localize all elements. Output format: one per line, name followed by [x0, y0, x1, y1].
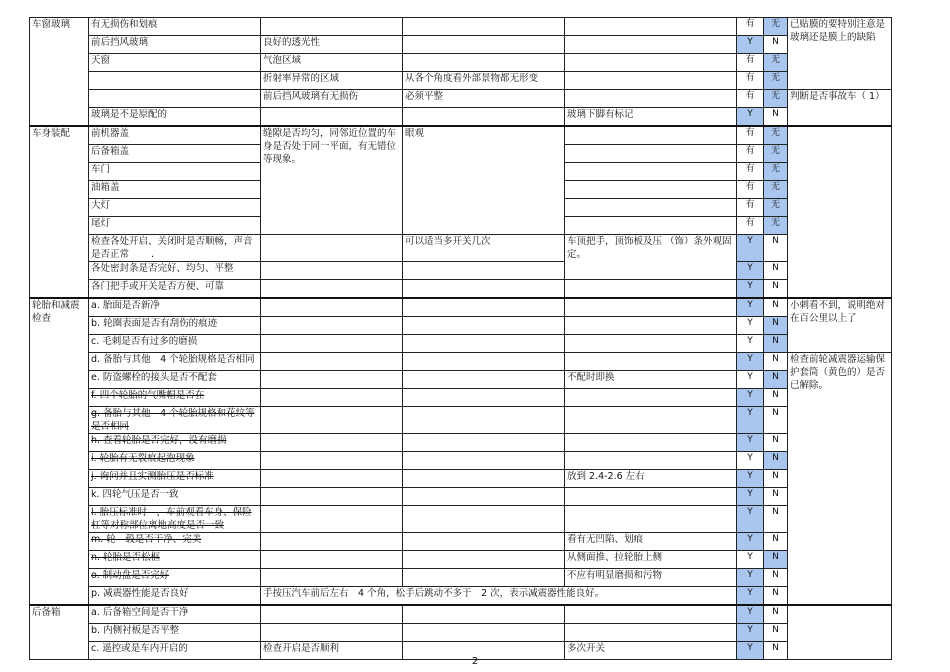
status-option-a: Y: [737, 317, 764, 335]
note-cell: [565, 624, 737, 642]
status-option-b: N: [764, 488, 788, 506]
status-option-b: 无: [764, 72, 788, 90]
status-option-b: N: [764, 353, 788, 371]
inspection-item-cell: f. 四个轮胎的气嘴帽是否在: [89, 389, 261, 407]
standard-cell: [261, 235, 403, 262]
status-option-b: N: [764, 605, 788, 624]
inspection-item-cell: n. 轮胎是否松框: [89, 551, 261, 569]
status-option-a: Y: [737, 605, 764, 624]
method-cell: [403, 280, 565, 299]
status-option-a: 有: [737, 199, 764, 217]
note-cell: [565, 217, 737, 235]
table-row: [30, 262, 892, 280]
status-option-a: Y: [737, 470, 764, 488]
standard-cell: [261, 605, 403, 624]
inspection-item-cell: 油箱盖: [89, 181, 261, 199]
status-option-a: Y: [737, 298, 764, 317]
table-row: [30, 551, 892, 569]
inspection-item-cell: 各门把手或开关是否方便、可靠: [89, 280, 261, 299]
method-cell: [403, 353, 565, 371]
status-option-b: N: [764, 569, 788, 587]
status-option-a: Y: [737, 235, 764, 262]
method-cell: [403, 624, 565, 642]
inspection-item-cell: 后备箱盖: [89, 145, 261, 163]
inspection-item-cell: 有无损伤和划痕: [89, 18, 261, 36]
inspection-item-cell: e. 防盗螺栓的接头是否不配套: [89, 371, 261, 389]
section-title-cell: 车身装配: [30, 126, 89, 298]
standard-cell: 检查开启是否顺利: [261, 642, 403, 660]
table-row: [30, 90, 892, 108]
table-row: [30, 605, 892, 624]
standard-cell: [261, 569, 403, 587]
remark-cell: 判断是否事故车（ 1）: [788, 90, 892, 127]
note-cell: 不配时即换: [565, 371, 737, 389]
standard-cell: [261, 280, 403, 299]
section-title-cell: 轮胎和减震检查: [30, 298, 89, 605]
note-cell: [565, 199, 737, 217]
status-option-b: N: [764, 587, 788, 606]
standard-cell: [261, 108, 403, 127]
status-option-a: Y: [737, 262, 764, 280]
status-option-b: N: [764, 108, 788, 127]
standard-cell: 手按压汽车前后左右 4 个角，松手后跳动不多于 2 次，表示减震器性能良好。: [261, 587, 737, 606]
status-option-a: Y: [737, 624, 764, 642]
method-cell: [403, 317, 565, 335]
note-cell: [565, 90, 737, 108]
status-option-a: 有: [737, 90, 764, 108]
status-option-b: N: [764, 470, 788, 488]
inspection-item-cell: i. 轮胎有无裂痕起泡现象: [89, 452, 261, 470]
status-option-a: 有: [737, 18, 764, 36]
method-cell: [403, 108, 565, 127]
note-cell: [565, 18, 737, 36]
status-option-b: N: [764, 371, 788, 389]
note-cell: 不应有明显磨损和污物: [565, 569, 737, 587]
note-cell: [565, 280, 737, 299]
status-option-a: Y: [737, 533, 764, 551]
inspection-table: [29, 17, 892, 660]
table-row: [30, 587, 892, 606]
standard-cell: [261, 317, 403, 335]
inspection-item-cell: b. 轮圈表面是否有刮伤的痕迹: [89, 317, 261, 335]
status-option-a: Y: [737, 280, 764, 299]
inspection-item-cell: a. 后备箱空间是否干净: [89, 605, 261, 624]
standard-cell: 缝隙是否均匀，同邻近位置的车身是否处于同一平面，有无错位等现象。: [261, 126, 403, 235]
method-cell: [403, 551, 565, 569]
note-cell: [565, 452, 737, 470]
method-cell: [403, 434, 565, 452]
note-cell: 放到 2.4-2.6 左右: [565, 470, 737, 488]
note-cell: [565, 434, 737, 452]
table-row: [30, 108, 892, 127]
inspection-item-cell: 玻璃是不是原配的: [89, 108, 261, 127]
section-title-cell: 后备箱: [30, 605, 89, 660]
standard-cell: 前后挡风玻璃有无损伤: [261, 90, 403, 108]
method-cell: [403, 262, 565, 280]
status-option-b: N: [764, 624, 788, 642]
inspection-item-cell: g. 备胎与其他 4 个轮胎规格和花纹等是否相同: [89, 407, 261, 434]
status-option-a: Y: [737, 452, 764, 470]
standard-cell: [261, 353, 403, 371]
status-option-b: N: [764, 452, 788, 470]
status-option-b: N: [764, 298, 788, 317]
note-cell: 玻璃下脚有标记: [565, 108, 737, 127]
status-option-b: N: [764, 407, 788, 434]
status-option-b: 无: [764, 199, 788, 217]
inspection-item-cell: 天窗: [89, 54, 261, 72]
note-cell: [565, 54, 737, 72]
status-option-b: 无: [764, 90, 788, 108]
status-option-b: N: [764, 36, 788, 54]
inspection-item-cell: m. 轮 毂是否干净、完美: [89, 533, 261, 551]
status-option-b: N: [764, 335, 788, 353]
status-option-b: N: [764, 235, 788, 262]
status-option-b: 无: [764, 126, 788, 145]
method-cell: [403, 506, 565, 533]
note-cell: [565, 163, 737, 181]
table-row: [30, 506, 892, 533]
status-option-a: Y: [737, 642, 764, 660]
inspection-item-cell: [89, 72, 261, 90]
table-row: [30, 298, 892, 317]
inspection-item-cell: c. 遥控或是车内开启的: [89, 642, 261, 660]
status-option-a: Y: [737, 36, 764, 54]
inspection-item-cell: b. 内侧衬板是否平整: [89, 624, 261, 642]
note-cell: [565, 389, 737, 407]
table-row: [30, 470, 892, 488]
standard-cell: [261, 18, 403, 36]
remark-cell: 检查前轮减震器运输保护套筒（黄色的）是否已解除。: [788, 353, 892, 606]
note-cell: 多次开关: [565, 642, 737, 660]
standard-cell: [261, 551, 403, 569]
status-option-b: N: [764, 551, 788, 569]
status-option-a: Y: [737, 108, 764, 127]
inspection-item-cell: 各处密封条是否完好、均匀、平整: [89, 262, 261, 280]
standard-cell: [261, 452, 403, 470]
status-option-b: N: [764, 389, 788, 407]
status-option-a: Y: [737, 371, 764, 389]
table-row: [30, 280, 892, 299]
method-cell: [403, 470, 565, 488]
status-option-a: Y: [737, 506, 764, 533]
standard-cell: [261, 488, 403, 506]
status-option-b: 无: [764, 217, 788, 235]
table-row: [30, 18, 892, 36]
note-cell: [565, 298, 737, 317]
table-row: [30, 452, 892, 470]
note-cell: 车顶把手，顶饰板及压 （饰）条外观固定。: [565, 235, 737, 280]
table-row: [30, 235, 892, 262]
standard-cell: 良好的透光性: [261, 36, 403, 54]
inspection-item-cell: [89, 90, 261, 108]
standard-cell: [261, 335, 403, 353]
method-cell: [403, 18, 565, 36]
status-option-b: N: [764, 642, 788, 660]
standard-cell: [261, 298, 403, 317]
page-number: 2: [471, 656, 479, 667]
standard-cell: 气泡区域: [261, 54, 403, 72]
method-cell: 必须平整: [403, 90, 565, 108]
method-cell: [403, 335, 565, 353]
standard-cell: [261, 533, 403, 551]
table-row: [30, 72, 892, 90]
status-option-a: 有: [737, 54, 764, 72]
status-option-a: Y: [737, 587, 764, 606]
section-title-cell: 车窗玻璃: [30, 18, 89, 127]
table-row: [30, 389, 892, 407]
note-cell: [565, 145, 737, 163]
table-row: [30, 353, 892, 371]
inspection-table-container: [29, 17, 892, 660]
remark-cell: [788, 605, 892, 660]
table-row: [30, 434, 892, 452]
status-option-a: 有: [737, 163, 764, 181]
status-option-b: 无: [764, 163, 788, 181]
note-cell: [565, 126, 737, 145]
inspection-item-cell: c. 毛刺是否有过多的磨损: [89, 335, 261, 353]
status-option-b: 无: [764, 18, 788, 36]
remark-cell: [788, 126, 892, 298]
inspection-item-cell: k. 四轮气压是否一致: [89, 488, 261, 506]
inspection-item-cell: 检查各处开启、关闭时是否顺畅，声音是否正常 .: [89, 235, 261, 262]
method-cell: [403, 54, 565, 72]
inspection-item-cell: j. 询问并且实测胎压是否标准: [89, 470, 261, 488]
status-option-b: N: [764, 317, 788, 335]
table-row: [30, 36, 892, 54]
method-cell: [403, 488, 565, 506]
note-cell: [565, 407, 737, 434]
remark-cell: 已贴膜的要特别注意是玻璃还是膜上的缺陷: [788, 18, 892, 90]
inspection-item-cell: 大灯: [89, 199, 261, 217]
status-option-a: Y: [737, 389, 764, 407]
table-row: [30, 335, 892, 353]
status-option-a: Y: [737, 434, 764, 452]
note-cell: 看有无凹陷、划痕: [565, 533, 737, 551]
remark-cell: 小刺看不到，说明绝对在百公里以上了: [788, 298, 892, 353]
status-option-a: 有: [737, 126, 764, 145]
status-option-b: N: [764, 280, 788, 299]
method-cell: [403, 298, 565, 317]
status-option-a: Y: [737, 407, 764, 434]
note-cell: [565, 317, 737, 335]
standard-cell: [261, 470, 403, 488]
status-option-a: Y: [737, 335, 764, 353]
standard-cell: [261, 371, 403, 389]
method-cell: 眼观: [403, 126, 565, 235]
status-option-a: 有: [737, 181, 764, 199]
standard-cell: [261, 506, 403, 533]
method-cell: 可以适当多开关几次: [403, 235, 565, 262]
status-option-a: 有: [737, 217, 764, 235]
standard-cell: [261, 389, 403, 407]
method-cell: [403, 36, 565, 54]
note-cell: [565, 506, 737, 533]
note-cell: [565, 181, 737, 199]
method-cell: 从各个角度看外部景物都无形变: [403, 72, 565, 90]
standard-cell: 折射率异常的区域: [261, 72, 403, 90]
note-cell: [565, 72, 737, 90]
table-row: [30, 569, 892, 587]
method-cell: [403, 407, 565, 434]
inspection-item-cell: l. 胎压标准时 ，车前观看车身、保险杠等对称部位离地高度是否一致: [89, 506, 261, 533]
status-option-a: Y: [737, 353, 764, 371]
standard-cell: [261, 624, 403, 642]
standard-cell: [261, 262, 403, 280]
table-row: [30, 54, 892, 72]
note-cell: [565, 605, 737, 624]
status-option-a: 有: [737, 145, 764, 163]
table-row: [30, 126, 892, 145]
inspection-item-cell: h. 查看轮胎是否完好，没有磨损: [89, 434, 261, 452]
method-cell: [403, 389, 565, 407]
method-cell: [403, 452, 565, 470]
table-row: [30, 371, 892, 389]
status-option-b: N: [764, 262, 788, 280]
inspection-item-cell: d. 备胎与其他 4 个轮胎规格是否相同: [89, 353, 261, 371]
standard-cell: [261, 407, 403, 434]
status-option-b: N: [764, 533, 788, 551]
inspection-item-cell: 尾灯: [89, 217, 261, 235]
method-cell: [403, 371, 565, 389]
inspection-item-cell: 前机器盖: [89, 126, 261, 145]
note-cell: 从侧面推、拉轮胎上侧: [565, 551, 737, 569]
status-option-b: 无: [764, 181, 788, 199]
table-row: [30, 407, 892, 434]
table-row: [30, 488, 892, 506]
method-cell: [403, 533, 565, 551]
status-option-b: 无: [764, 54, 788, 72]
status-option-a: Y: [737, 569, 764, 587]
table-row: [30, 317, 892, 335]
inspection-item-cell: o. 制动盘是否完好: [89, 569, 261, 587]
method-cell: [403, 605, 565, 624]
method-cell: [403, 569, 565, 587]
inspection-item-cell: p. 减震器性能是否良好: [89, 587, 261, 606]
table-row: [30, 624, 892, 642]
status-option-a: Y: [737, 488, 764, 506]
note-cell: [565, 335, 737, 353]
inspection-item-cell: 车门: [89, 163, 261, 181]
status-option-a: 有: [737, 72, 764, 90]
note-cell: [565, 353, 737, 371]
status-option-b: 无: [764, 145, 788, 163]
standard-cell: [261, 434, 403, 452]
status-option-a: Y: [737, 551, 764, 569]
status-option-b: N: [764, 506, 788, 533]
status-option-b: N: [764, 434, 788, 452]
table-row: [30, 533, 892, 551]
note-cell: [565, 488, 737, 506]
note-cell: [565, 36, 737, 54]
inspection-item-cell: 前后挡风玻璃: [89, 36, 261, 54]
inspection-item-cell: a. 胎面是否新净: [89, 298, 261, 317]
